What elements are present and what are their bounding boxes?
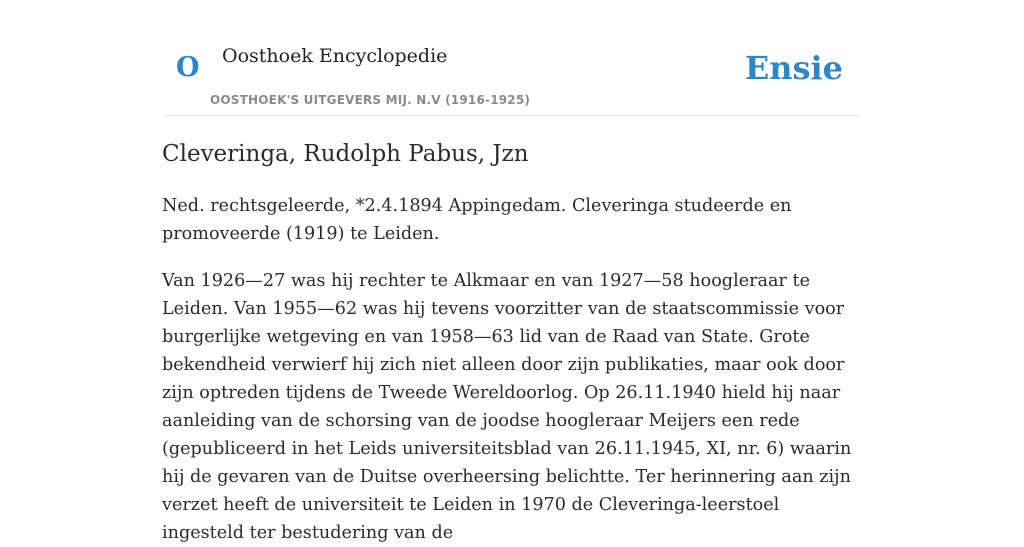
site-header [162,36,862,116]
article [162,138,862,547]
article-paragraph: Van 1926—27 was hij rechter te Alkmaar en van 1927—58 hoogleraar te Leiden. Van 1955—62 was hij tevens voorzitter van de staatscommissie voor burgerlijke wetgeving en van 1958—63 lid van de Raad van State. Grote bekendheid verwierf hij zich niet alleen door zijn publikaties, maar ook door zijn optreden tijdens de Tweede Wereldoorlog. Op 26.11.1940 hield hij naar aanleiding van de schorsing van de joodse hoogleraar Meijers een rede (gepubliceerd in het Leids universiteitsblad van 26.11.1945, XI, nr. 6) waarin hij de gevaren van de Duitse overheersing belichtte. Ter herinnering aan zijn verzet heeft de universiteit te Leiden in 1970 de Cleveringa-leerstoel ingesteld ter bestudering van de [162,271,852,543]
article-paragraph: Ned. rechtsgeleerde, *2.4.1894 Appingedam. Cleveringa studeerde en promoveerde (1919) te Leiden. [162,196,792,244]
book-logo-icon[interactable]: O [176,52,200,83]
article-title: Cleveringa, Rudolph Pabus, Jzn [162,141,529,167]
publisher-label: OOSTHOEK'S UITGEVERS MIJ. N.V (1916-1925) [210,93,531,107]
book-title-link[interactable]: Oosthoek Encyclopedie [222,45,448,67]
ensie-logo-link[interactable]: Ensie [744,49,843,87]
